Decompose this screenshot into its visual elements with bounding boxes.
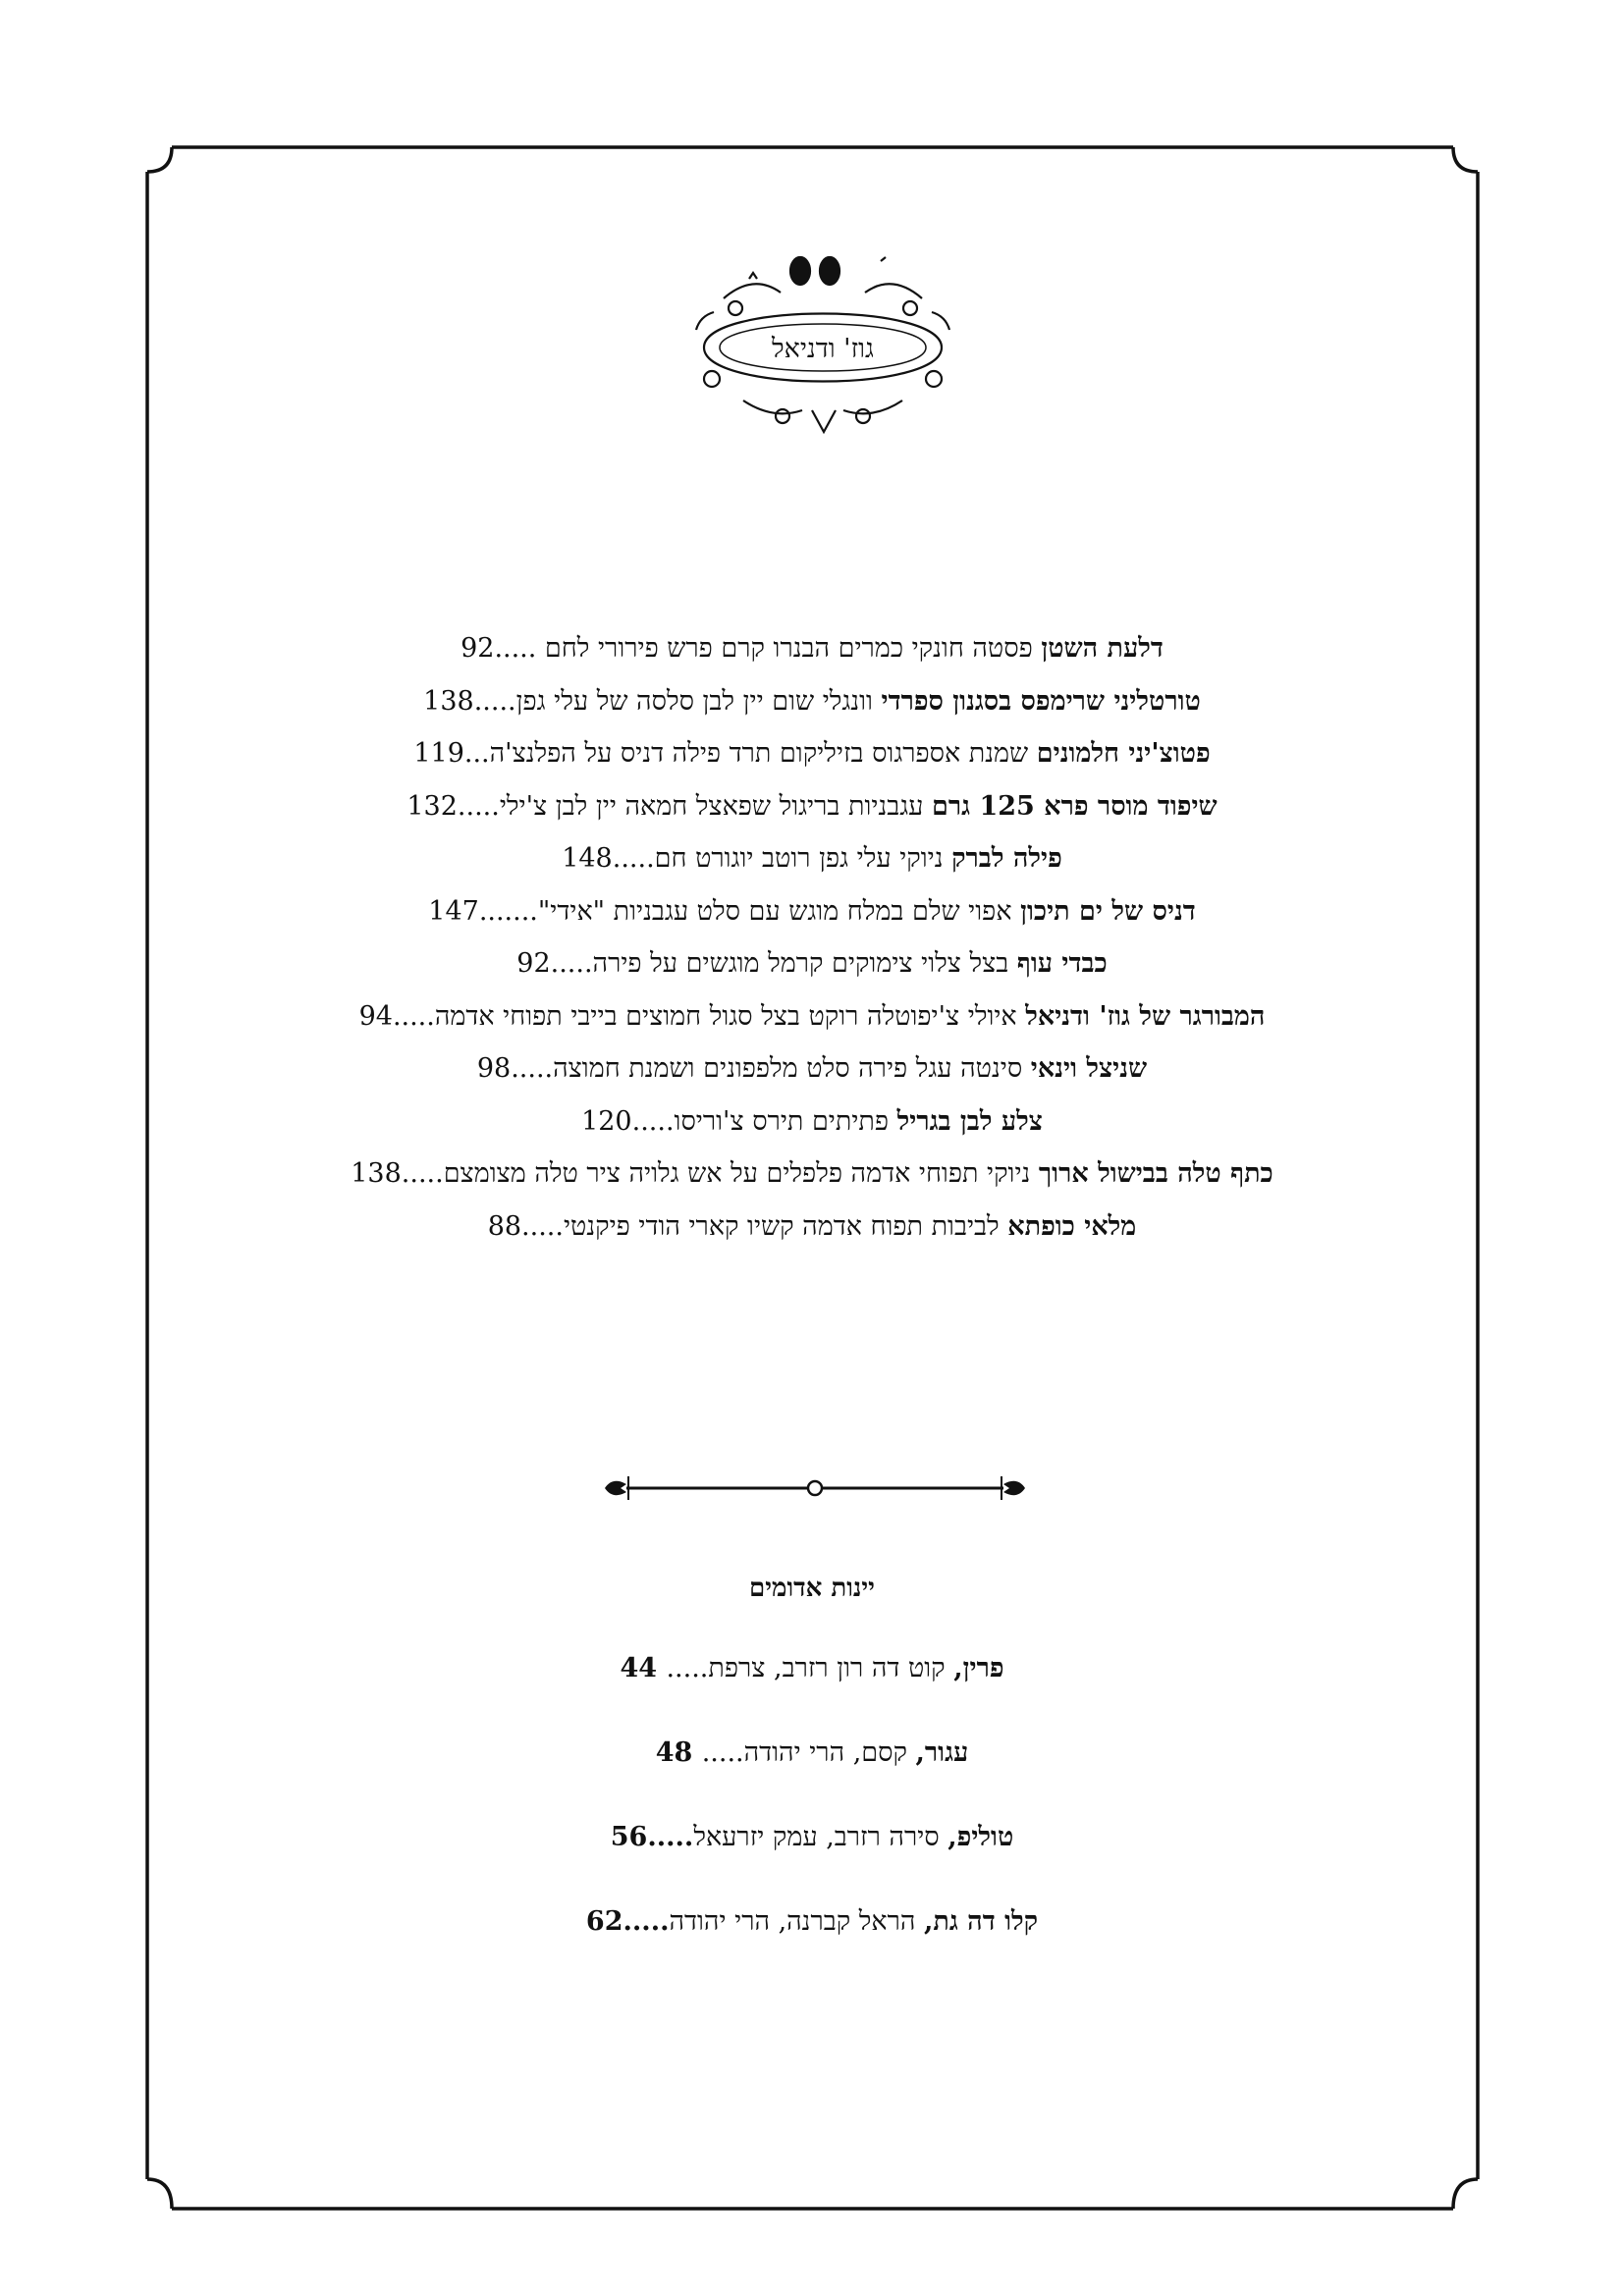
wine-price: .....56 <box>610 1822 694 1852</box>
wine-price: 48 <box>655 1737 702 1768</box>
wines-list <box>0 1649 1624 1987</box>
wine-desc: סירה רזרב, עמק יזרעאל <box>693 1822 948 1852</box>
dish-desc: לביבות תפוח אדמה קשיו קארי הודי פיקנטי.....88 <box>487 1210 1008 1242</box>
dish-name: מלאי כופתא <box>1007 1210 1137 1242</box>
dish-desc: פתיתים תירס צ'וריסו.....120 <box>581 1105 897 1137</box>
wine-name: פרין, <box>953 1653 1004 1683</box>
list-item <box>167 885 1457 938</box>
dish-name: דניס של ים תיכון <box>1020 895 1196 927</box>
dish-desc: וונגלי שום יין לבן סלסה של עלי גפן.....138 <box>423 685 882 717</box>
dish-desc: ניוקי תפוחי אדמה פלפלים על אש גלויה ציר טלה מצומצם.....138 <box>351 1158 1039 1189</box>
dish-name: צלע לבן בגריל <box>896 1105 1043 1137</box>
dish-desc: פסטה חונקי כמרים הבנרו קרם פרש פירורי לחם .....92 <box>460 633 1042 664</box>
wine-price: .....62 <box>585 1906 670 1937</box>
list-item <box>167 675 1457 728</box>
wine-name: עגור, <box>915 1737 969 1768</box>
list-item <box>167 622 1457 675</box>
dish-name: פילה לברק <box>951 843 1062 874</box>
list-item <box>0 1649 1624 1688</box>
list-item <box>167 780 1457 833</box>
dish-name: שיפוד מוסר פרא 125 גרם <box>932 790 1218 822</box>
wine-price: 44 <box>620 1653 667 1683</box>
dish-desc: עגבניות בריגול שפאצל חמאה יין לבן צ'ילי.....132 <box>406 790 933 822</box>
dish-desc: בצל צלוי צימוקים קרמל מוגשים על פירה.....92 <box>516 948 1017 979</box>
dish-desc: ניוקי עלי גפן רוטב יוגורט חם.....148 <box>562 843 952 874</box>
list-item <box>167 1095 1457 1148</box>
dish-name: כתף טלה בבישול ארוך <box>1038 1158 1273 1189</box>
list-item <box>0 1902 1624 1942</box>
ornament-divider-icon <box>599 1467 1031 1510</box>
dish-name: כבדי עוף <box>1016 948 1108 979</box>
list-item <box>167 727 1457 780</box>
dish-name: שניצל וינאי <box>1030 1053 1148 1084</box>
wine-name: קלו דה גת, <box>923 1906 1039 1937</box>
wine-name: טוליפ, <box>947 1822 1014 1852</box>
wine-section-title: יינות אדומים <box>749 1574 875 1603</box>
list-item <box>0 1734 1624 1773</box>
list-item <box>167 1148 1457 1201</box>
list-item <box>167 1042 1457 1095</box>
dish-desc: איולי צ'יפוטלה רוקט בצל סגול חמוצים בייבי תפוחי אדמה.....94 <box>358 1000 1026 1032</box>
dishes-list <box>167 622 1457 1253</box>
wine-desc: קוט דה רון רזרב, צרפת..... <box>666 1653 954 1683</box>
dish-desc: אפוי שלם במלח מוגש עם סלט עגבניות "אידי".......147 <box>428 895 1021 927</box>
list-item <box>167 990 1457 1043</box>
dish-desc: שמנת אספרגוס בזיליקום תרד פילה דניס על הפלנצ'ה...119 <box>413 738 1037 769</box>
dish-name: דלעת השטן <box>1041 633 1164 664</box>
wine-desc: קסם, הרי יהודה..... <box>701 1737 916 1768</box>
list-item <box>167 1201 1457 1254</box>
dish-desc: סינטה עגל פירה סלט מלפפונים ושמנת חמוצה.....98 <box>476 1053 1031 1084</box>
dish-name: טורטליני שרימפס בסגנון ספרדי <box>881 685 1201 717</box>
logo-text: גוז' ודניאל <box>772 334 874 364</box>
list-item <box>0 1818 1624 1857</box>
dish-name: המבורגר של גוז' ודניאל <box>1025 1000 1266 1032</box>
list-item <box>167 937 1457 990</box>
dish-name: פטוצ'יני חלמונים <box>1036 738 1211 769</box>
wine-desc: הראל קברנה, הרי יהודה <box>669 1906 924 1937</box>
list-item <box>167 832 1457 885</box>
